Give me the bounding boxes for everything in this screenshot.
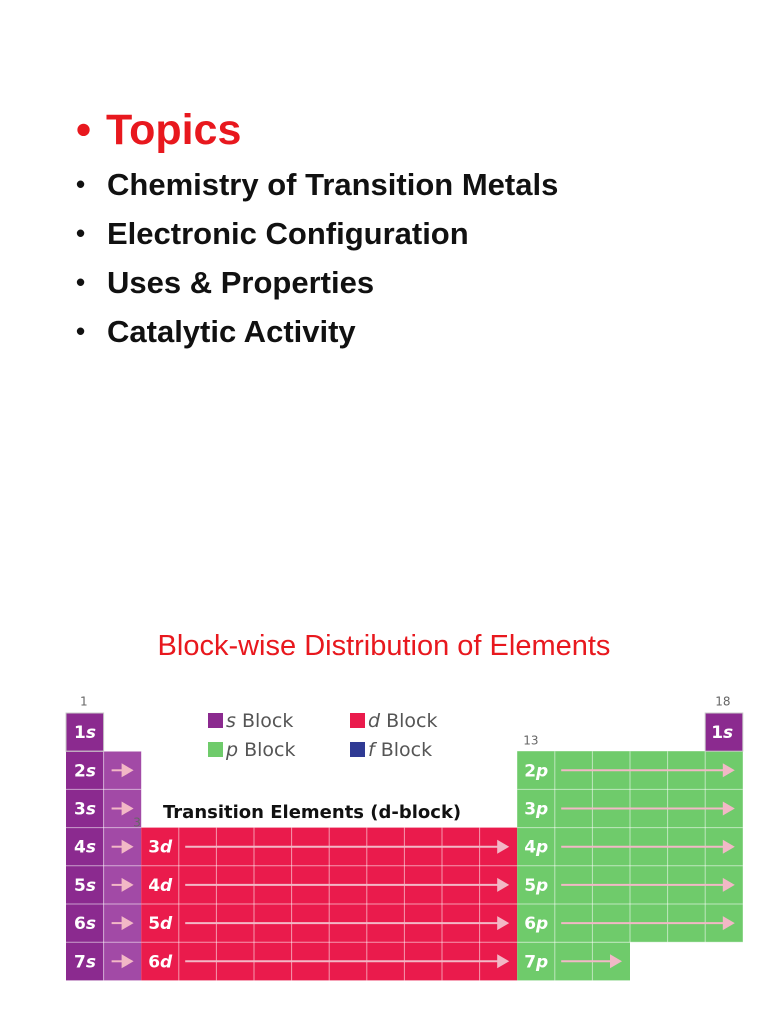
helium-orbital-label: 1s (711, 723, 734, 744)
p-orbital-label: 3p (524, 799, 549, 820)
topic-bullet: • (76, 316, 86, 346)
legend-label: s Block (226, 709, 294, 732)
group-label-18: 18 (715, 694, 731, 709)
group-label-3: 3 (133, 815, 141, 830)
s-orbital-label: 6s (74, 914, 96, 935)
legend-swatch (350, 713, 365, 728)
p-orbital-label: 2p (524, 761, 549, 782)
legend-label: f Block (368, 738, 433, 761)
transition-elements-label: Transition Elements (d-block) (163, 802, 462, 823)
topic-text: Chemistry of Transition Metals (107, 166, 559, 202)
topic-text: Catalytic Activity (107, 313, 356, 349)
p-orbital-label: 7p (524, 952, 549, 973)
d-orbital-label: 5d (148, 914, 173, 935)
s-orbital-label: 1s (74, 723, 96, 744)
d-orbital-label: 6d (148, 952, 173, 973)
topic-bullet: • (76, 218, 86, 248)
heading-bullet: • (76, 106, 92, 154)
diagram-title: Block-wise Distribution of Elements (157, 630, 611, 662)
s-orbital-label: 4s (74, 837, 96, 858)
topic-text: Electronic Configuration (107, 215, 469, 251)
legend-swatch (350, 742, 365, 757)
topic-bullet: • (76, 267, 86, 297)
heading-text: Topics (106, 106, 242, 154)
legend-label: p Block (226, 738, 296, 761)
legend-swatch (208, 742, 223, 757)
group-label-1: 1 (80, 694, 88, 709)
legend-swatch (208, 713, 223, 728)
p-orbital-label: 6p (524, 914, 549, 935)
d-orbital-label: 3d (148, 837, 173, 858)
s-orbital-label: 7s (74, 952, 96, 973)
group-label-13: 13 (523, 733, 539, 748)
p-orbital-label: 4p (524, 837, 549, 858)
s-orbital-label: 2s (74, 761, 96, 782)
p-orbital-label: 5p (524, 875, 549, 896)
topic-bullet: • (76, 169, 86, 199)
s-orbital-label: 3s (74, 799, 96, 820)
topic-text: Uses & Properties (107, 264, 375, 300)
legend-label: d Block (368, 709, 438, 732)
d-orbital-label: 4d (148, 875, 173, 896)
s-orbital-label: 5s (74, 875, 96, 896)
